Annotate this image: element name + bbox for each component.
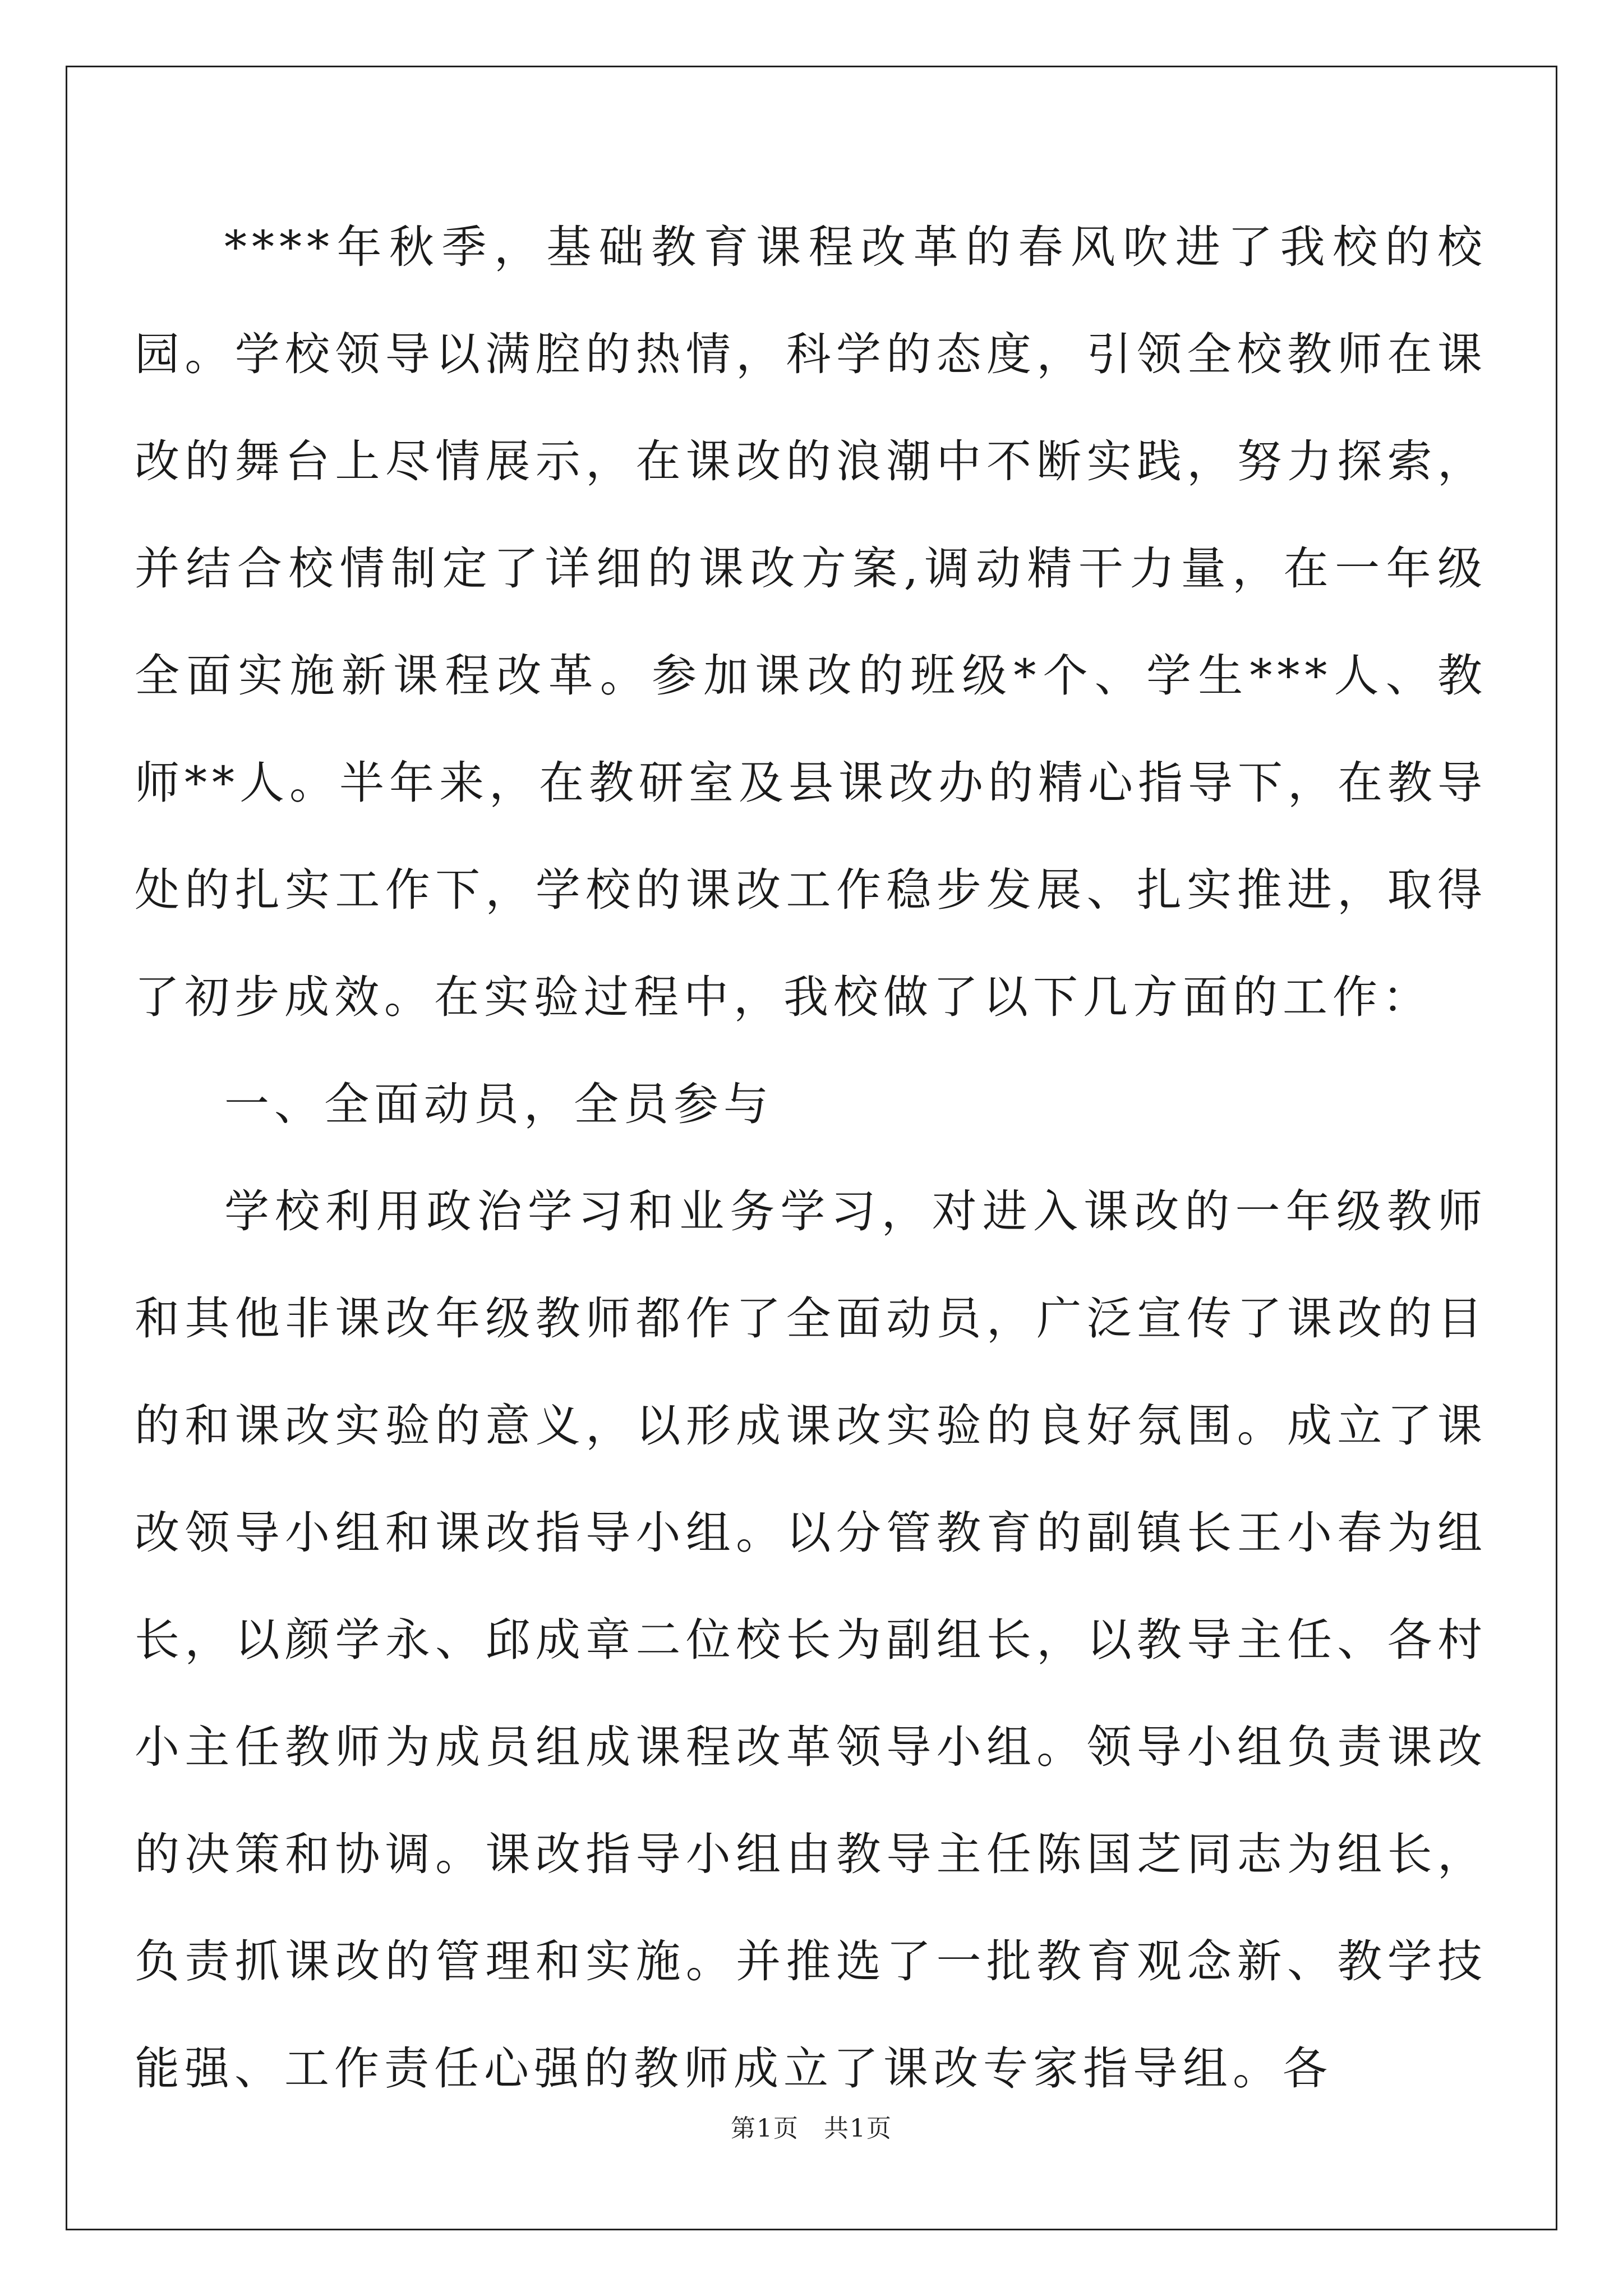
- page-total: 共1页: [824, 2114, 892, 2143]
- paragraph-intro: ****年秋季，基础教育课程改革的春风吹进了我校的校园。学校领导以满腔的热情，科学的态度，引领全校教师在课改的舞台上尽情展示，在课改的浪潮中不断实践，努力探索，并结合校情制定了详细的课改方案,调动精干力量，在一年级全面实施新课程改革。参加课改的班级*个、学生***人、教师**人。半年来，在教研室及县课改办的精心指导下，在教导处的扎实工作下，学校的课改工作稳步发展、扎实推进，取得了初步成效。在实验过程中，我校做了以下几方面的工作：: [135, 221, 1487, 1023]
- document-body: [135, 194, 1487, 2122]
- section-heading-1: 一、全面动员，全员参与: [224, 1078, 773, 1130]
- page-number: 第1页: [731, 2114, 799, 2143]
- page-footer: [0, 2112, 1623, 2146]
- paragraph-section-1: 学校利用政治学习和业务学习，对进入课改的一年级教师和其他非课改年级教师都作了全面动员，广泛宣传了课改的目的和课改实验的意义，以形成课改实验的良好氛围。成立了课改领导小组和课改指导小组。以分管教育的副镇长王小春为组长，以颜学永、邱成章二位校长为副组长，以教导主任、各村小主任教师为成员组成课程改革领导小组。领导小组负责课改的决策和协调。课改指导小组由教导主任陈国芝同志为组长，负责抓课改的管理和实施。并推选了一批教育观念新、教学技能强、工作责任心强的教师成立了课改专家指导组。各: [135, 1185, 1487, 2095]
